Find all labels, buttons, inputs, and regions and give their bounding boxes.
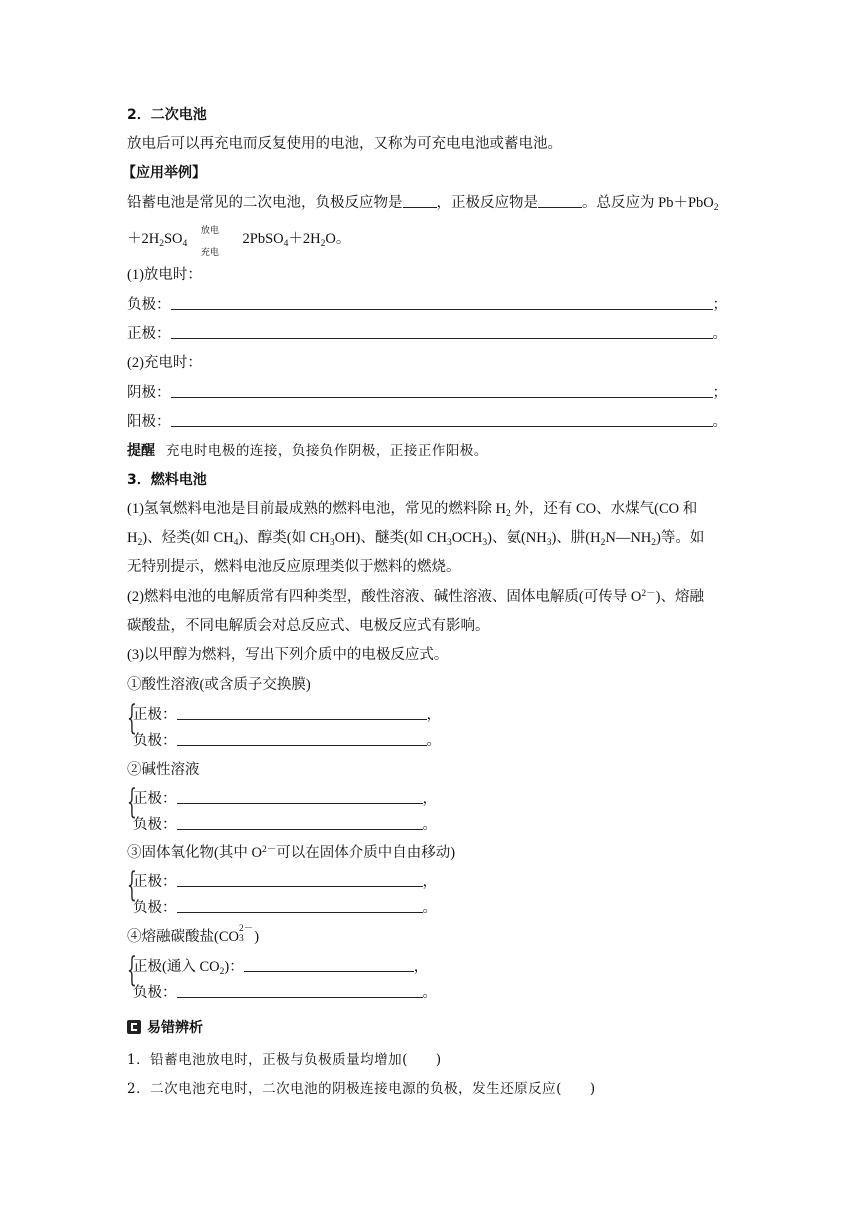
example-line-2: $+2H_2SO_4$ 放电 充电 $2PbSO_4+2H_2O$。: [127, 224, 351, 257]
para-2-line-2: 碳酸盐，不同电解质会对总反应式、电极反应式有影响。: [127, 618, 490, 634]
error-item-1: 1．铅蓄电池放电时，正极与负极质量均增加( ): [127, 1052, 442, 1068]
example-line-1: 铅蓄电池是常见的二次电池，负极反应物是 ，正极反应物是 。总反应为 Pb＋PbO$_2$: [127, 195, 719, 213]
medium-1-negative: 负极： 。: [133, 733, 441, 749]
section-logo-icon: [127, 1020, 141, 1034]
error-analysis-title: 易错辨析: [127, 1018, 203, 1038]
para-1-line-1: (1)氢氧燃料电池是目前最成熟的燃料电池，常见的燃料除 $H_2$ 外，还有 CO、水煤气(CO 和: [127, 501, 698, 519]
medium-2-title: ②碱性溶液: [127, 762, 200, 778]
section-3-title: 3．燃料电池: [127, 472, 207, 488]
medium-3-negative: 负极： 。: [133, 900, 437, 916]
medium-2-negative: 负极： 。: [133, 817, 437, 833]
section-2-title: 2．二次电池: [127, 107, 207, 123]
section-2-desc: 放电后可以再充电而反复使用的电池，又称为可充电电池或蓄电池。: [127, 136, 562, 152]
para-2-line-1: (2)燃料电池的电解质常有四种类型，酸性溶液、碱性溶液、固体电解质(可传导 $O^{2-}$)、熔融: [127, 589, 704, 605]
brace-icon: {: [127, 950, 137, 990]
medium-3-positive: 正极： ，: [133, 874, 437, 890]
para-1-line-3: 无特别提示，燃料电池反应原理类似于燃料的燃烧。: [127, 559, 461, 575]
medium-2-positive: 正极： ，: [133, 791, 437, 807]
application-title: 【应用举例】: [122, 165, 206, 181]
medium-4-negative: 负极： 。: [133, 985, 437, 1001]
charge-cathode-line: 阴极： ；: [127, 385, 727, 401]
para-3: (3)以甲醇为燃料，写出下列介质中的电极反应式。: [127, 647, 449, 663]
para-1-line-2: $H_2$)、烃类(如 $CH_4$)、醇类(如 $CH_3OH$)、醚类(如 $CH_3OCH_3$)、氨$(NH_3)$、肼$(H_2N—NH_2)$等。如: [127, 530, 705, 548]
reversible-arrow-icon: 放电 充电: [200, 224, 219, 257]
medium-3-title: ③固体氧化物(其中 $O^{2-}$可以在固体介质中自由移动): [127, 845, 456, 861]
charge-anode-line: 阳极： 。: [127, 414, 727, 430]
charge-label: (2)充电时：: [127, 355, 202, 371]
tip-line: 提醒 充电时电极的连接，负接负作阴极，正接正作阳极。: [127, 443, 488, 459]
brace-icon: {: [127, 782, 137, 822]
error-item-2: 2．二次电池充电时，二次电池的阴极连接电源的负极，发生还原反应( ): [127, 1081, 596, 1097]
medium-4-positive: 正极(通入 $CO_2$)： ，: [133, 959, 429, 977]
discharge-negative-line: 负极： ；: [127, 297, 727, 313]
medium-1-positive: 正极： ，: [133, 707, 441, 723]
brace-icon: {: [127, 865, 137, 905]
medium-1-title: ①酸性溶液(或含质子交换膜): [127, 677, 311, 693]
medium-4-title: ④熔融碳酸盐(CO 3 2－ ): [127, 924, 260, 945]
brace-icon: {: [127, 698, 137, 738]
discharge-positive-line: 正极： 。: [127, 326, 727, 342]
discharge-label: (1)放电时：: [127, 267, 202, 283]
